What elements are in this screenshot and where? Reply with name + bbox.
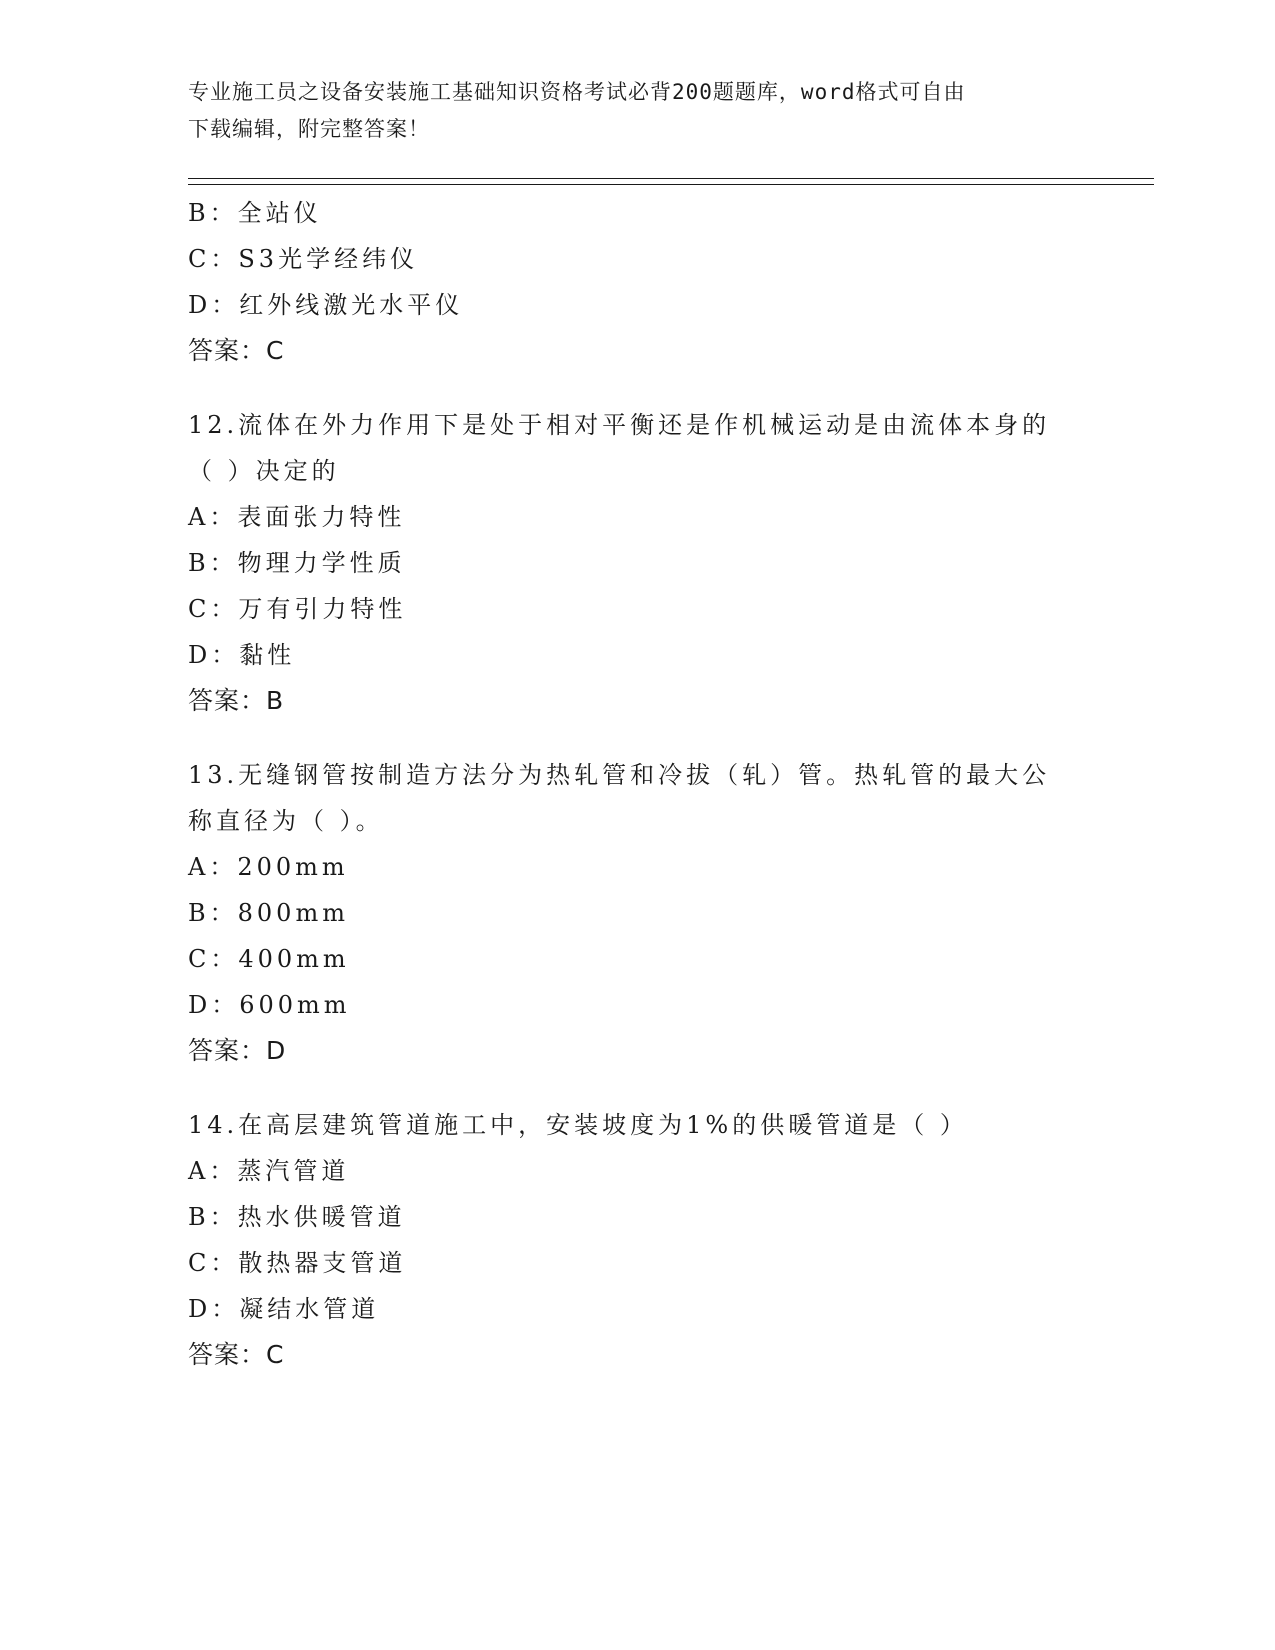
option-d: D：红外线激光水平仪 [188,291,464,319]
option-a: A：200mm [188,853,349,881]
header-line-2: 下载编辑，附完整答案！ [188,117,430,141]
option-b: B：热水供暖管道 [188,1203,406,1231]
document-header [188,74,1088,148]
question-stem-line: 12.流体在外力作用下是处于相对平衡还是作机械运动是由流体本身的 [188,411,1051,439]
option-c: C：400mm [188,945,350,973]
option-b: B：物理力学性质 [188,549,406,577]
answer-line: 答案：C [188,1340,285,1369]
header-line-1: 专业施工员之设备安装施工基础知识资格考试必背200题题库，word格式可自由 [188,80,966,104]
option-a: A：蒸汽管道 [188,1157,350,1185]
question-stem-line: 称直径为（ ）。 [188,807,384,835]
option-d: D：黏性 [188,641,296,669]
question-list [188,190,1088,1378]
option-c: C：散热器支管道 [188,1249,407,1277]
answer-line: 答案：D [188,1036,287,1065]
question-stem-line: 14.在高层建筑管道施工中，安装坡度为1%的供暖管道是（ ） [188,1111,968,1139]
option-a: A：表面张力特性 [188,503,406,531]
answer-line: 答案：C [188,336,285,365]
option-b: B：800mm [188,899,349,927]
question-stem-line: 13.无缝钢管按制造方法分为热轧管和冷拔（轧）管。热轧管的最大公 [188,761,1051,789]
header-divider-bottom [188,184,1154,185]
option-d: D：600mm [188,991,351,1019]
header-divider-top [188,178,1154,179]
option-d: D：凝结水管道 [188,1295,380,1323]
answer-line: 答案：B [188,686,285,715]
question-stem-line: （ ）决定的 [188,457,340,485]
question-13 [188,752,1088,1074]
question-11-continued [188,190,1088,374]
option-b: B：全站仪 [188,199,322,227]
option-c: C：S3光学经纬仪 [188,245,419,273]
option-c: C：万有引力特性 [188,595,407,623]
question-14 [188,1102,1088,1378]
question-12 [188,402,1088,724]
